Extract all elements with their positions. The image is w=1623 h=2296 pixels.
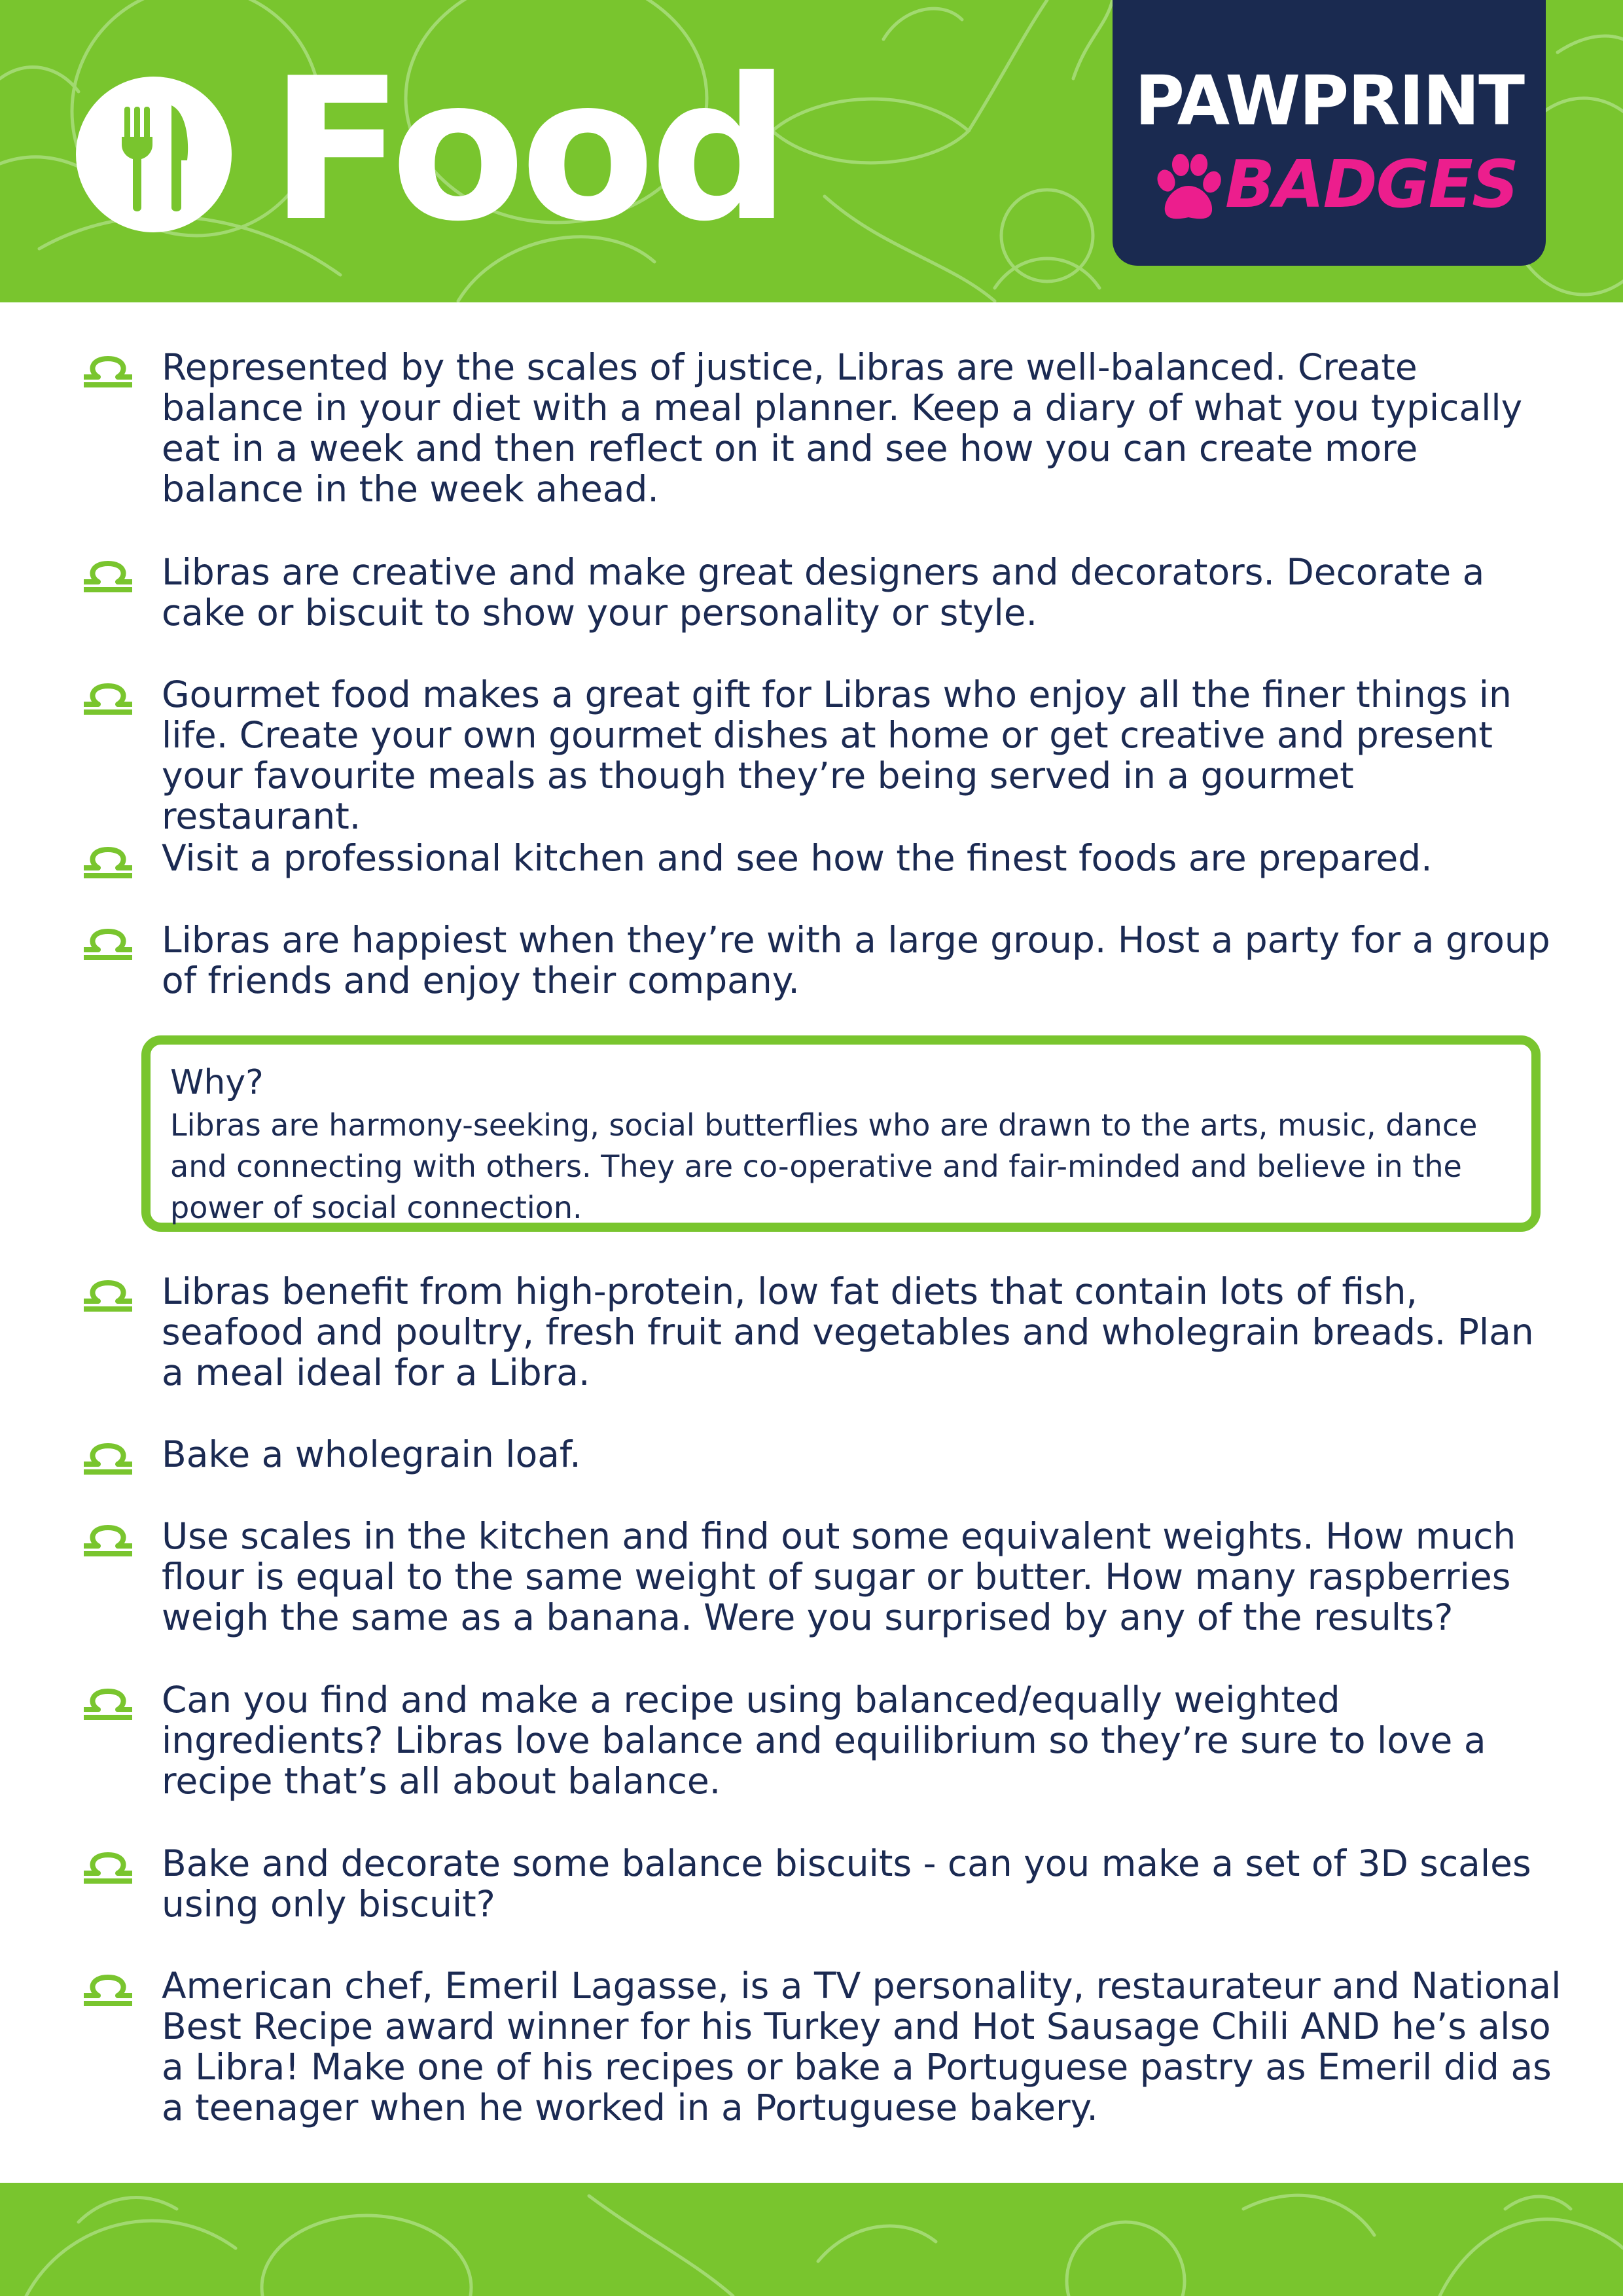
why-info-box [141,1035,1541,1232]
why-box-title: Why? [170,1063,264,1102]
libra-symbol-icon [80,1973,136,2006]
list-item-text: Use scales in the kitchen and find out some equivalent weights. How much flour is equal to the same weight of sugar or butter. How many raspberries weigh the same as a banana. Were you surprised by any of the results? [162,1515,1516,1638]
libra-symbol-icon [80,846,136,878]
libra-symbol-icon [80,1524,136,1556]
header-banner [0,0,1623,302]
list-item-text: Represented by the scales of justice, Libras are well-balanced. Create balance in your diet with a meal planner. Keep a diary of what you typically eat in a week and then reflect on it and see how you can create more balance in the week ahead. [162,346,1523,510]
list-item-text: Libras benefit from high-protein, low fat diets that contain lots of fish, seafood and poultry, fresh fruit and vegetables and wholegrain breads. Plan a meal ideal for a Libra. [162,1270,1534,1393]
libra-symbol-icon [80,927,136,960]
footer-banner [0,2183,1623,2296]
page-title: Food [270,36,785,264]
fork-knife-icon [76,77,232,232]
logo-line-2: BADGES [1225,146,1518,223]
list-item-text: Visit a professional kitchen and see how the finest foods are prepared. [162,837,1433,879]
list-item-text: Bake a wholegrain loaf. [162,1433,581,1475]
libra-symbol-icon [80,1687,136,1720]
logo-line-1: PAWPRINT [1134,61,1524,141]
libra-symbol-icon [80,1279,136,1312]
food-doodle-pattern [0,2183,1623,2296]
why-box-text: Libras are harmony-seeking, social butterflies who are drawn to the arts, music, dance and connecting with others. They are co-operative and fair-minded and believe in the power of social connection. [170,1107,1478,1225]
list-item-text: Can you find and make a recipe using balanced/equally weighted ingredients? Libras love balance and equilibrium so they’re sure to love a recipe that’s all about balance. [162,1679,1486,1802]
pawprint-badges-logo [1113,0,1546,266]
libra-symbol-icon [80,560,136,592]
libra-symbol-icon [80,682,136,715]
list-item-text: Bake and decorate some balance biscuits - can you make a set of 3D scales using only biscuit? [162,1842,1531,1925]
list-item-text: Gourmet food makes a great gift for Libras who enjoy all the finer things in life. Create your own gourmet dishes at home or get creative and present your favourite meals as though they’re being served in a gourmet restaurant. [162,673,1512,837]
paw-icon [1152,152,1225,223]
logo-line-2-wrapper [1152,139,1518,223]
libra-symbol-icon [80,1442,136,1475]
libra-symbol-icon [80,1851,136,1884]
list-item-text: Libras are happiest when they’re with a large group. Host a party for a group of friends and enjoy their company. [162,919,1550,1001]
list-item-text: American chef, Emeril Lagasse, is a TV personality, restaurateur and National Best Recipe award winner for his Turkey and Hot Sausage Chili AND he’s also a Libra! Make one of his recipes or bake a Portuguese pastry as Emeril did as a teenager when he worked in a Portuguese bakery. [162,1965,1561,2128]
libra-symbol-icon [80,355,136,387]
list-item-text: Libras are creative and make great designers and decorators. Decorate a cake or biscuit to show your personality or style. [162,551,1485,634]
